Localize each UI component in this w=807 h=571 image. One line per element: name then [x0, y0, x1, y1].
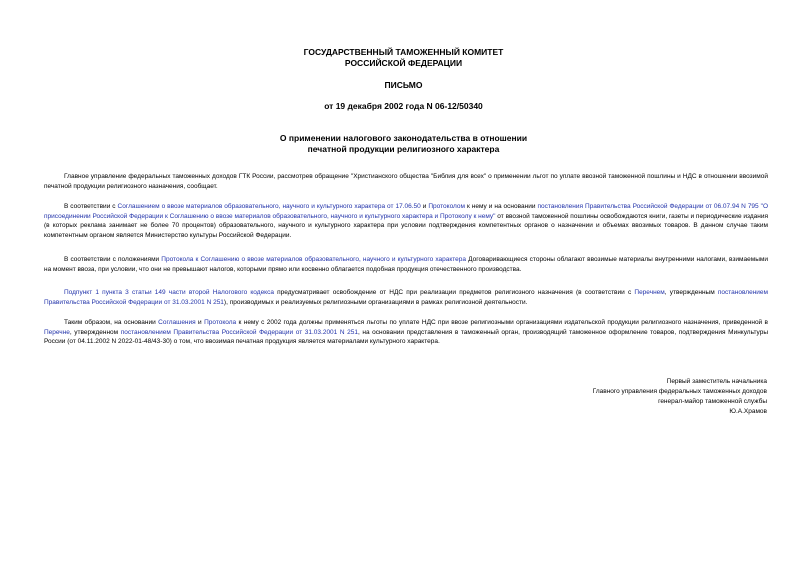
signature-line-3: генерал-майор таможенной службы — [658, 398, 767, 405]
paragraph-protocol — [44, 255, 768, 274]
text: Таким образом, на основании — [64, 319, 159, 326]
link-resolution-251-2[interactable]: постановлением Правительства Российской Федерации от 31.03.2001 N 251 — [120, 328, 358, 336]
link-agreement-1950[interactable]: Соглашением о ввозе материалов образовательного, научного и культурного характера от 17.06.50 — [117, 203, 421, 210]
agency-line-1: ГОСУДАРСТВЕННЫЙ ТАМОЖЕННЫЙ КОМИТЕТ — [303, 47, 504, 57]
subject-line-2: печатной продукции религиозного характера — [307, 144, 500, 154]
signature-line-1: Первый заместитель начальника — [666, 378, 767, 385]
doc-date-number: от 19 декабря 2002 года N 06-12/50340 — [324, 101, 483, 111]
doc-subject — [0, 133, 807, 155]
text: от ввозной таможенной пошлины освобождаются книги, газеты и периодические издания (в которых реклама занимает не более 70 процентов) образовательного, научного и культурного характера при условии подтверждения компетентных органов о назначении и объемах ввозимых товаров. В данном случае таким компетентным органом является Министерство культуры Российской Федерации. — [44, 212, 768, 239]
text: , утвержденном — [69, 328, 121, 336]
signature-block — [467, 377, 767, 417]
text: Договаривающиеся стороны облагают ввозимые материалы внутренними налогами, взимаемыми на момент ввоза, при условии, что они не превышают налогов, которыми прямо или косвенно облагается подобная продукция отечественного производства. — [44, 256, 768, 273]
text: к нему и на основании — [465, 203, 538, 210]
link-agreement[interactable]: Соглашения — [158, 319, 196, 326]
link-resolution-795[interactable]: постановления Правительства Российской Федерации от 06.07.94 N 795 "О присоединении Российской Федерации к Соглашению о ввозе материалов образовательного, научного и культурного характера и Протоколу к нему" — [44, 203, 769, 220]
text: к нему с 2002 года должны применяться льготы по уплате НДС при ввозе религиозными организациями издательской продукции религиозного назначения, приведенной в — [236, 319, 769, 326]
paragraph-tax-code — [44, 288, 768, 307]
subject-line-1: О применении налогового законодательства в отношении — [279, 133, 528, 143]
agency-line-2: РОССИЙСКОЙ ФЕДЕРАЦИИ — [344, 58, 463, 68]
paragraph-conclusion — [44, 318, 768, 347]
link-protocol-2[interactable]: Протокола — [204, 319, 237, 326]
paragraph-agreement — [44, 202, 768, 240]
doc-type: ПИСЬМО — [384, 80, 423, 90]
link-protocol-agreement[interactable]: Протокола к Соглашению о ввозе материалов образовательного, научного и культурного характера — [161, 256, 467, 263]
text: , утвержденным — [664, 289, 718, 296]
paragraph-intro: Главное управление федеральных таможенных доходов ГТК России, рассмотрев обращение "Христианского общества "Библия для всех" о применении льгот по уплате ввозной таможенной пошлины и НДС в отношении ввозимой печатной продукции религиозного назначения, сообщает. — [44, 173, 768, 190]
text: , на основании представления в таможенный орган, производящий таможенное оформление товаров, подтверждения Минкультуры России (от 04.11.2002 N 2022-01-48/43-30) о том, что ввозимая печатная продукция является материалами культурного характера. — [44, 328, 768, 345]
text: ), производимых и реализуемых религиозными организациями в рамках религиозной деятельности. — [223, 298, 528, 306]
link-tax-code-149[interactable]: Подпункт 1 пункта 3 статьи 149 части второй Налогового кодекса — [64, 289, 274, 296]
text: предусматривает освобождение от НДС при реализации предметов религиозного назначения (в соответствии с — [273, 289, 635, 296]
text: и — [420, 203, 429, 210]
agency-name — [0, 47, 807, 69]
text: В соответствии с положениями — [64, 256, 162, 263]
link-list[interactable]: Перечнем — [634, 289, 665, 296]
link-list-2[interactable]: Перечне — [44, 328, 70, 336]
link-protocol[interactable]: Протоколом — [428, 203, 465, 210]
signature-line-2: Главного управления федеральных таможенных доходов — [592, 388, 767, 395]
text: и — [195, 319, 205, 326]
link-resolution-251[interactable]: постановлением Правительства Российской Федерации от 31.03.2001 N 251 — [44, 289, 768, 306]
text: В соответствии с — [64, 203, 118, 210]
signature-name: Ю.А.Храмов — [729, 408, 767, 415]
